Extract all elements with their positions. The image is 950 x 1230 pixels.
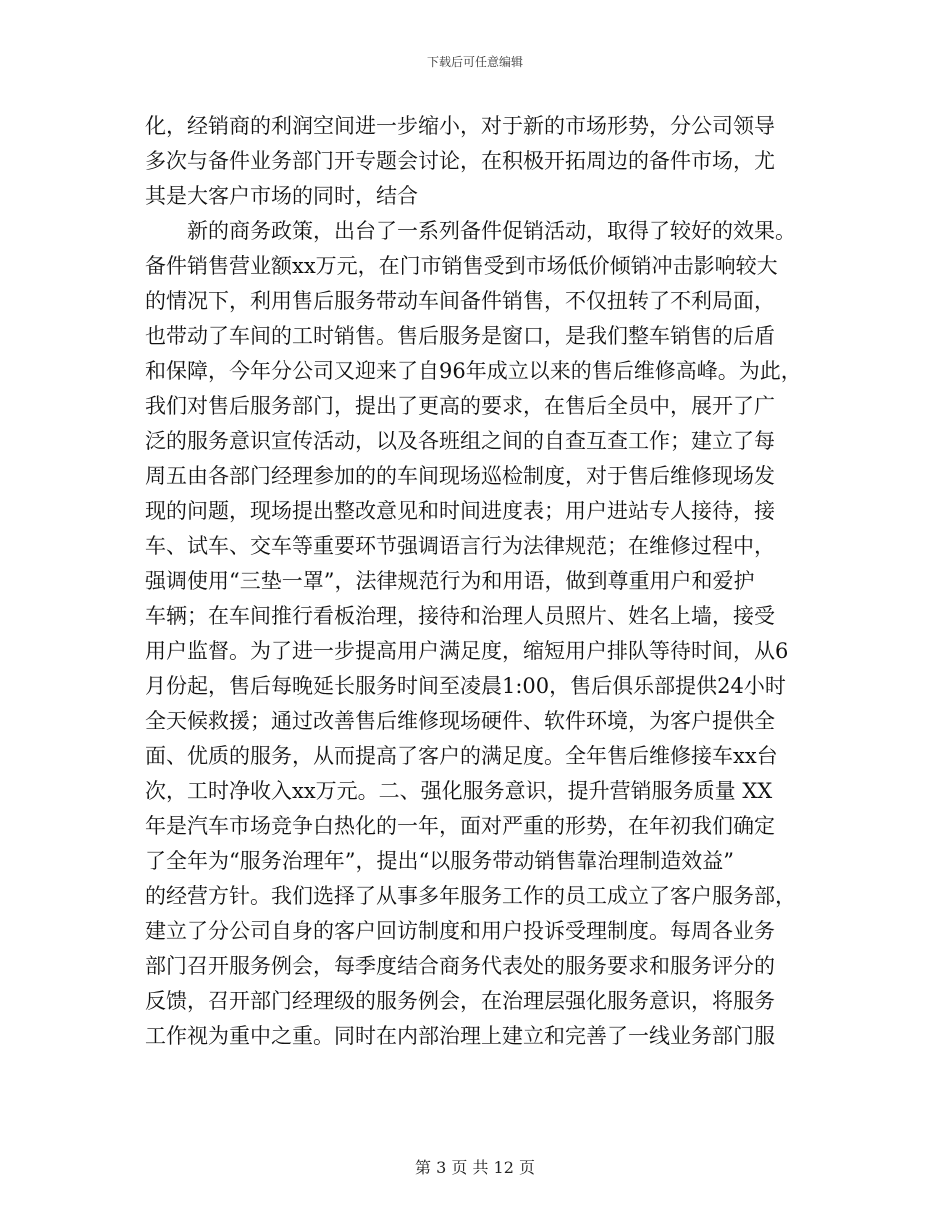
- document-body: [145, 109, 810, 1054]
- text-line: 车、试车、交车等重要环节强调语言行为法律规范；在维修过程中，: [145, 534, 775, 558]
- text-line: 的情况下，利用售后服务带动车间备件销售，不仅扭转了不利局面，: [145, 289, 775, 313]
- text-line: 用户监督。为了进一步提高用户满足度，缩短用户排队等待时间，从6: [145, 639, 789, 663]
- text-line: 和保障，今年分公司又迎来了自96年成立以来的售后维修高峰。为此，: [145, 359, 802, 383]
- text-line: 其是大客户市场的同时，结合: [145, 184, 418, 208]
- text-line: 车辆；在车间推行看板治理，接待和治理人员照片、姓名上墙，接受: [145, 604, 775, 628]
- text-line: 多次与备件业务部门开专题会讨论，在积极开拓周边的备件市场，尤: [145, 149, 775, 173]
- text-line: 部门召开服务例会，每季度结合商务代表处的服务要求和服务评分的: [145, 954, 775, 978]
- text-line: 建立了分公司自身的客户回访制度和用户投诉受理制度。每周各业务: [145, 919, 775, 943]
- text-line: 面、优质的服务，从而提高了客户的满足度。全年售后维修接车xx台: [145, 744, 778, 768]
- text-line: 周五由各部门经理参加的的车间现场巡检制度，对于售后维修现场发: [145, 464, 775, 488]
- text-line: 年是汽车市场竞争白热化的一年，面对严重的形势，在年初我们确定: [145, 814, 775, 838]
- page-header: 下载后可任意编辑: [426, 55, 523, 69]
- text-line: 备件销售营业额xx万元，在门市销售受到市场低价倾销冲击影响较大: [145, 254, 778, 278]
- text-line: 反馈，召开部门经理级的服务例会，在治理层强化服务意识，将服务: [145, 989, 775, 1013]
- text-line: 的经营方针。我们选择了从事多年服务工作的员工成立了客户服务部，: [145, 884, 796, 908]
- paragraph-first-line: 新的商务政策，出台了一系列备件促销活动，取得了较好的效果。: [187, 219, 796, 243]
- page-number: 第 3 页 共 12 页: [415, 1158, 535, 1177]
- text-line: 月份起，售后每晚延长服务时间至凌晨1:00，售后俱乐部提供24小时: [145, 674, 786, 698]
- text-line: 全天候救援；通过改善售后维修现场硬件、软件环境，为客户提供全: [145, 709, 775, 733]
- text-line: 泛的服务意识宣传活动，以及各班组之间的自查互查工作；建立了每: [145, 429, 775, 453]
- text-line: 强调使用“三垫一罩”，法律规范行为和用语，做到尊重用户和爱护: [145, 569, 755, 593]
- text-line: 我们对售后服务部门，提出了更高的要求，在售后全员中，展开了广: [145, 394, 775, 418]
- text-line: 次，工时净收入xx万元。二、强化服务意识，提升营销服务质量 XX: [145, 779, 773, 803]
- text-line: 化，经销商的利润空间进一步缩小，对于新的市场形势，分公司领导: [145, 114, 775, 138]
- text-line: 工作视为重中之重。同时在内部治理上建立和完善了一线业务部门服: [145, 1024, 775, 1048]
- text-line: 了全年为“服务治理年”，提出“以服务带动销售靠治理制造效益”: [145, 849, 734, 873]
- text-line: 现的问题，现场提出整改意见和时间进度表；用户进站专人接待，接: [145, 499, 775, 523]
- text-line: 也带动了车间的工时销售。售后服务是窗口，是我们整车销售的后盾: [145, 324, 775, 348]
